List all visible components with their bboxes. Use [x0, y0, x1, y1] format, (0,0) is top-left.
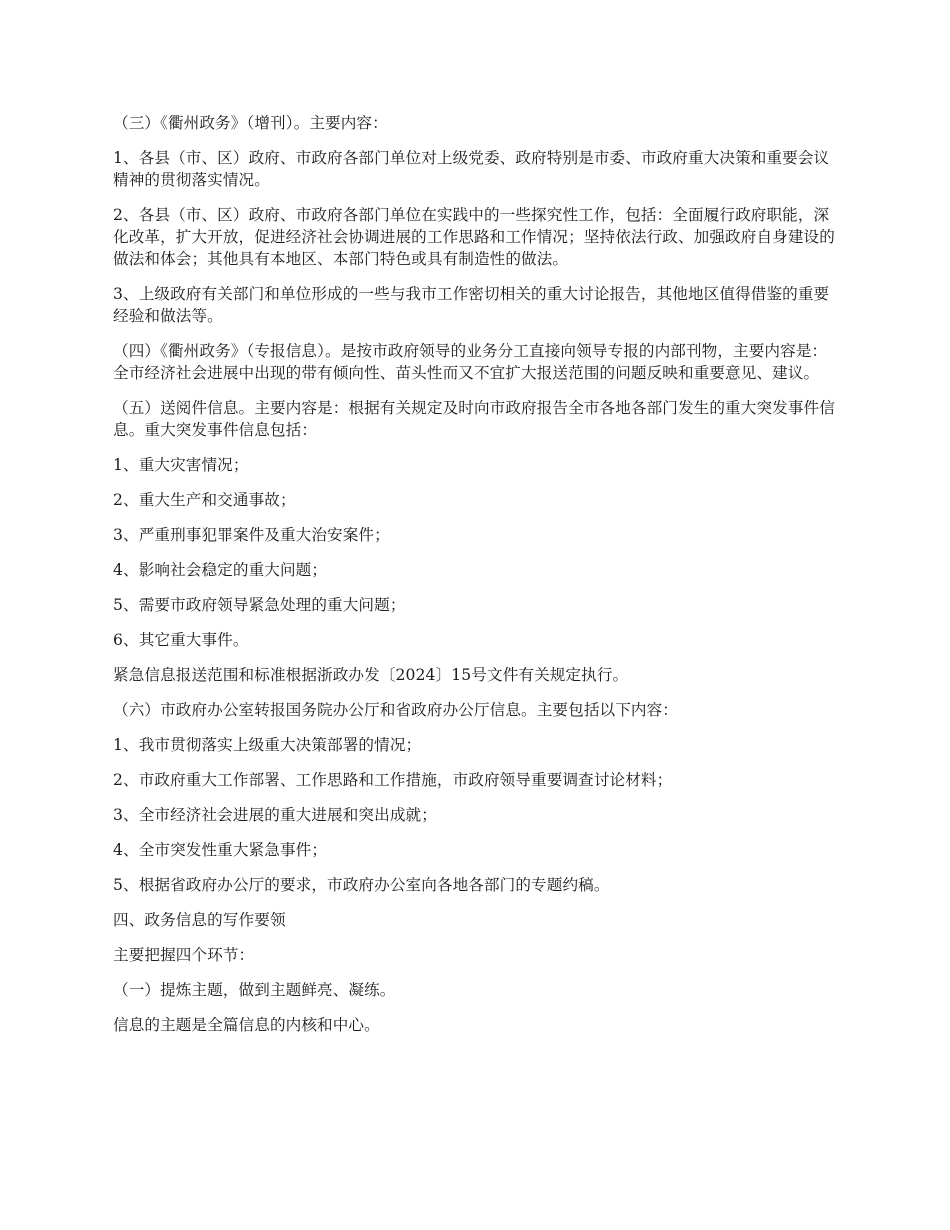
document-body [113, 112, 840, 1049]
list-item: 1、我市贯彻落实上级重大决策部署的情况； [113, 736, 422, 754]
paragraph-item: 1、各县（市、区）政府、市政府各部门单位对上级党委、政府特别是市委、市政府重大决策和重要会议精神的贯彻落实情况。 [113, 149, 830, 189]
list-item: 2、重大生产和交通事故； [113, 491, 296, 509]
paragraph-item: 2、各县（市、区）政府、市政府各部门单位在实践中的一些探究性工作，包括：全面履行政府职能，深化改革，扩大开放，促进经济社会协调进展的工作思路和工作情况；坚持依法行政、加强政府自身建设的做法和体会；其他具有本地区、本部门特色或具有制造性的做法。 [113, 206, 835, 268]
list-item: 3、全市经济社会进展的重大进展和突出成就； [113, 806, 437, 824]
list-item: 1、重大灾害情况； [113, 456, 249, 474]
list-item: 5、根据省政府办公厅的要求，市政府办公室向各地各部门的专题约稿。 [113, 876, 610, 894]
list-item: 4、影响社会稳定的重大问题； [113, 561, 328, 579]
list-item: 6、其它重大事件。 [113, 631, 249, 649]
list-item: 5、需要市政府领导紧急处理的重大问题； [113, 596, 406, 614]
section-heading-zhuanbao: （四）《衢州政务》（专报信息）。是按市政府领导的业务分工直接向领导专报的内部刊物，主要内容是：全市经济社会进展中出现的带有倾向性、苗头性而又不宜扩大报送范围的问题反映和重要意见、建议。 [113, 342, 828, 382]
list-item: 4、全市突发性重大紧急事件； [113, 841, 328, 859]
paragraph-item: 3、上级政府有关部门和单位形成的一些与我市工作密切相关的重大讨论报告，其他地区值得借鉴的重要经验和做法等。 [113, 285, 830, 325]
list-item: 3、严重刑事犯罪案件及重大治安案件； [113, 526, 390, 544]
section-heading-zengkan: （三）《衢州政务》（增刊）。主要内容： [113, 114, 388, 132]
section-heading-songyuejian: （五）送阅件信息。主要内容是：根据有关规定及时向市政府报告全市各地各部门发生的重大突发事件信息。重大突发事件信息包括： [113, 399, 835, 439]
list-item: 2、市政府重大工作部署、工作思路和工作措施，市政府领导重要调查讨论材料； [113, 771, 673, 789]
paragraph-item: 信息的主题是全篇信息的内核和中心。 [113, 1016, 380, 1034]
section-heading-zhuanbao-guowuyuan: （六）市政府办公室转报国务院办公厅和省政府办公厅信息。主要包括以下内容： [113, 701, 678, 719]
subsection-heading: （一）提炼主题，做到主题鲜亮、凝练。 [113, 981, 396, 999]
paragraph-item: 主要把握四个环节： [113, 946, 255, 964]
chapter-heading: 四、政务信息的写作要领 [113, 911, 286, 929]
paragraph-item: 紧急信息报送范围和标准根据浙政办发〔2024〕15号文件有关规定执行。 [113, 666, 629, 684]
